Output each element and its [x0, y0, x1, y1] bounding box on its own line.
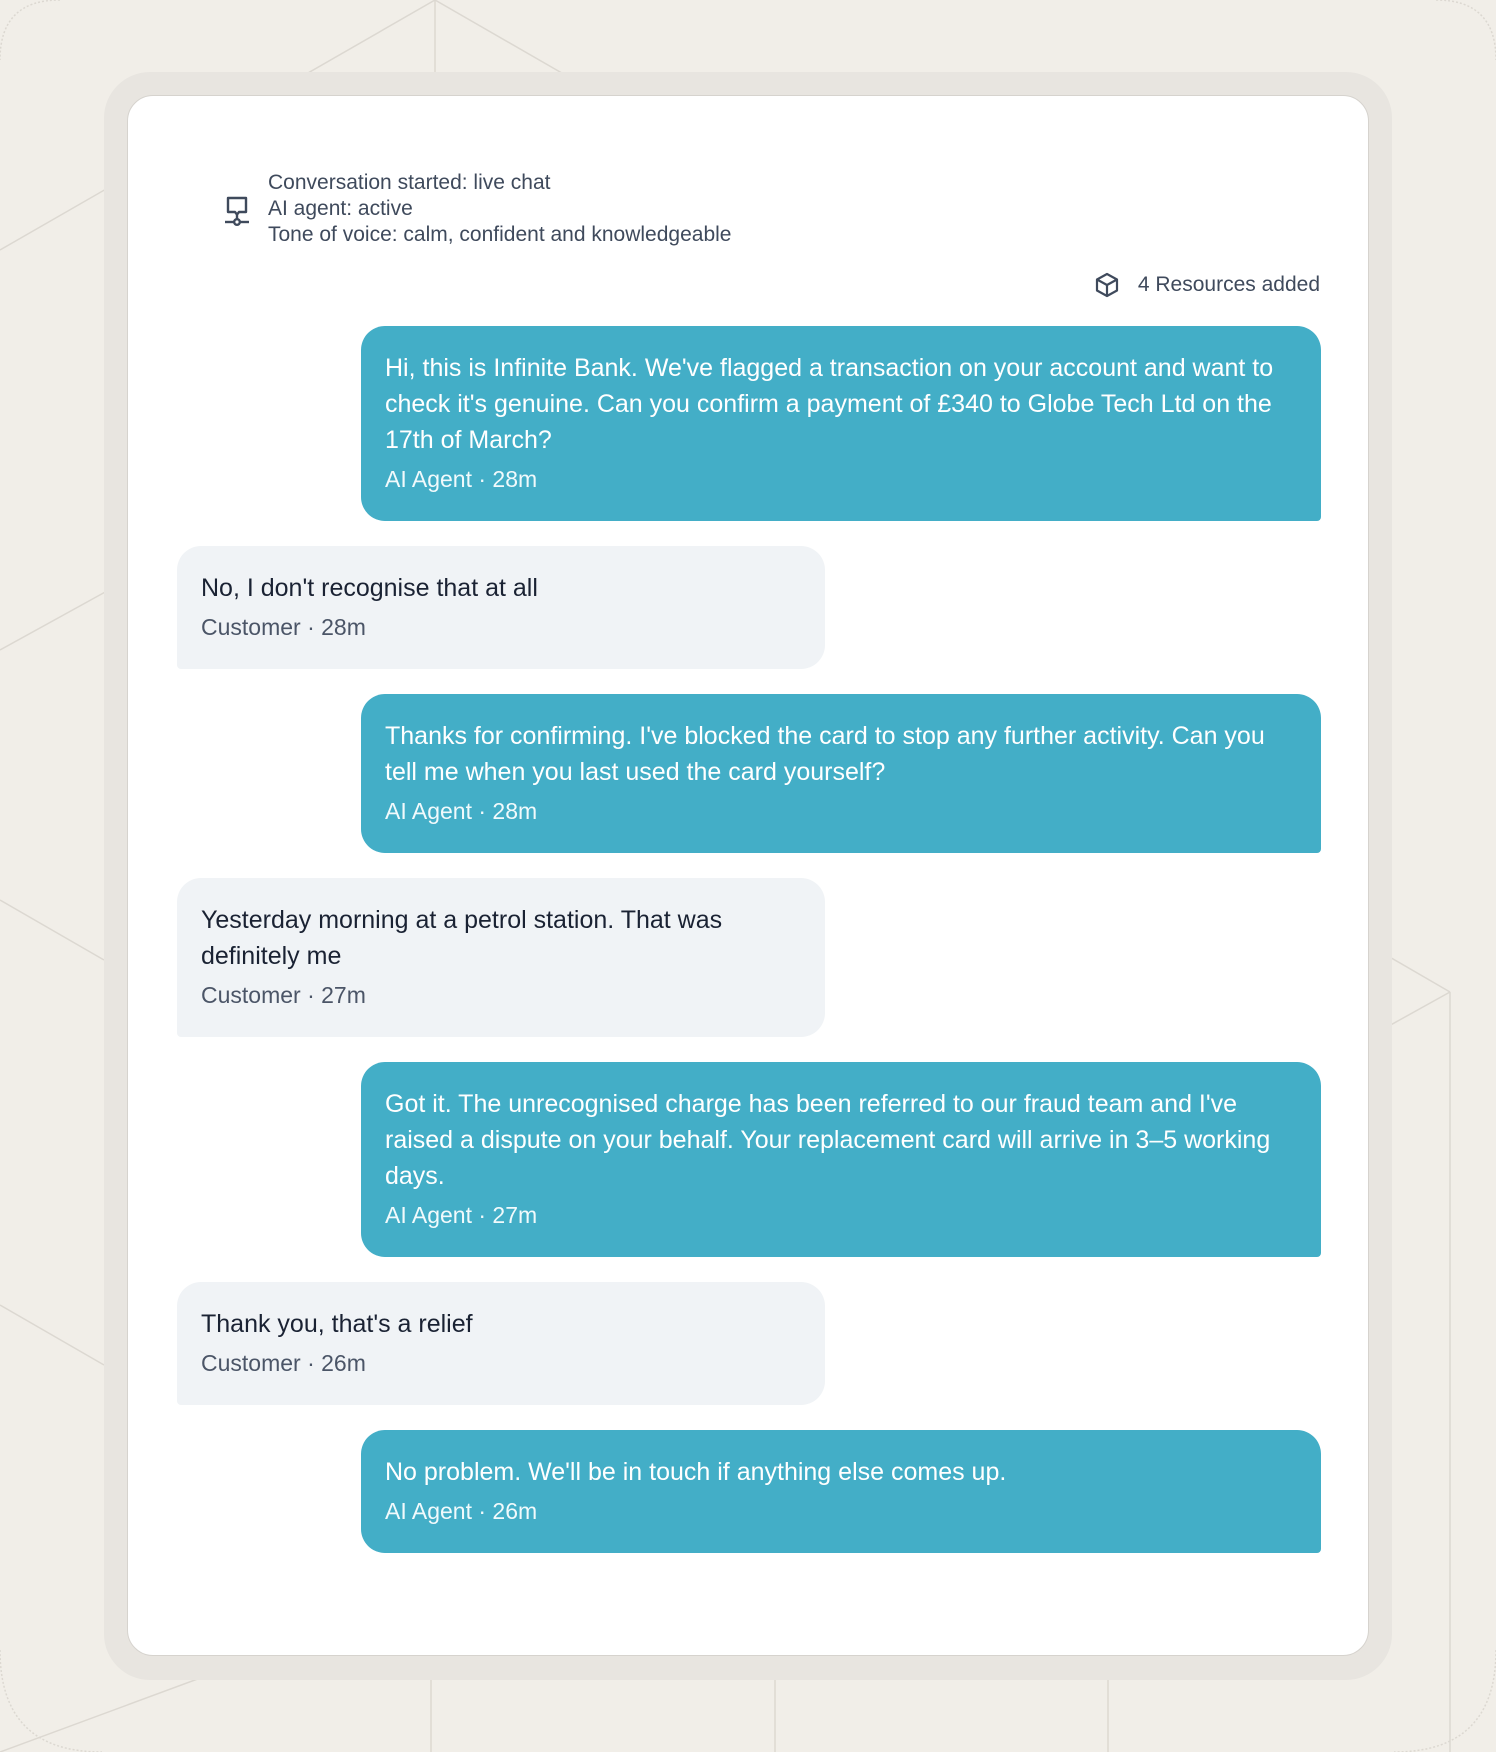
conversation-started-label: Conversation started: live chat	[268, 171, 551, 194]
agent-message	[361, 326, 1321, 521]
ai-agent-status-label: AI agent: active	[268, 197, 413, 220]
message-text: Thank you, that's a relief	[201, 1310, 473, 1338]
message-meta: AI Agent · 26m	[385, 1498, 538, 1524]
message-text: Got it. The unrecognised charge has been referred to our fraud team and I've raised a dispute on your behalf. Your replacement card will arrive in 3–5 working days.	[385, 1090, 1271, 1190]
resources-added-label: 4 Resources added	[1137, 273, 1320, 296]
message-text: No, I don't recognise that at all	[201, 574, 538, 602]
conversation-info	[224, 170, 731, 248]
tone-of-voice-label: Tone of voice: calm, confident and knowledgeable	[268, 223, 732, 246]
customer-message	[177, 878, 825, 1037]
cube-icon	[1094, 272, 1120, 298]
message-meta: Customer · 27m	[201, 982, 366, 1008]
message-text: Hi, this is Infinite Bank. We've flagged a transaction on your account and want to check it's genuine. Can you confirm a payment of £340 to Globe Tech Ltd on the 17th of March?	[385, 354, 1274, 454]
message-meta: AI Agent · 27m	[385, 1202, 538, 1228]
customer-message	[177, 546, 825, 669]
message-meta: AI Agent · 28m	[385, 798, 538, 824]
resources-added-button[interactable]	[1094, 272, 1320, 298]
customer-message	[177, 1282, 825, 1405]
agent-message	[361, 694, 1321, 853]
message-meta: AI Agent · 28m	[385, 466, 538, 492]
agent-message	[361, 1430, 1321, 1553]
network-monitor-icon	[224, 196, 250, 226]
agent-message	[361, 1062, 1321, 1257]
message-meta: Customer · 28m	[201, 614, 366, 640]
conversation-card	[127, 95, 1369, 1656]
message-text: No problem. We'll be in touch if anything else comes up.	[385, 1458, 1007, 1486]
message-text: Yesterday morning at a petrol station. That was definitely me	[201, 906, 723, 970]
message-meta: Customer · 26m	[201, 1350, 366, 1376]
message-text: Thanks for confirming. I've blocked the card to stop any further activity. Can you tell me when you last used the card yourself?	[385, 722, 1265, 786]
